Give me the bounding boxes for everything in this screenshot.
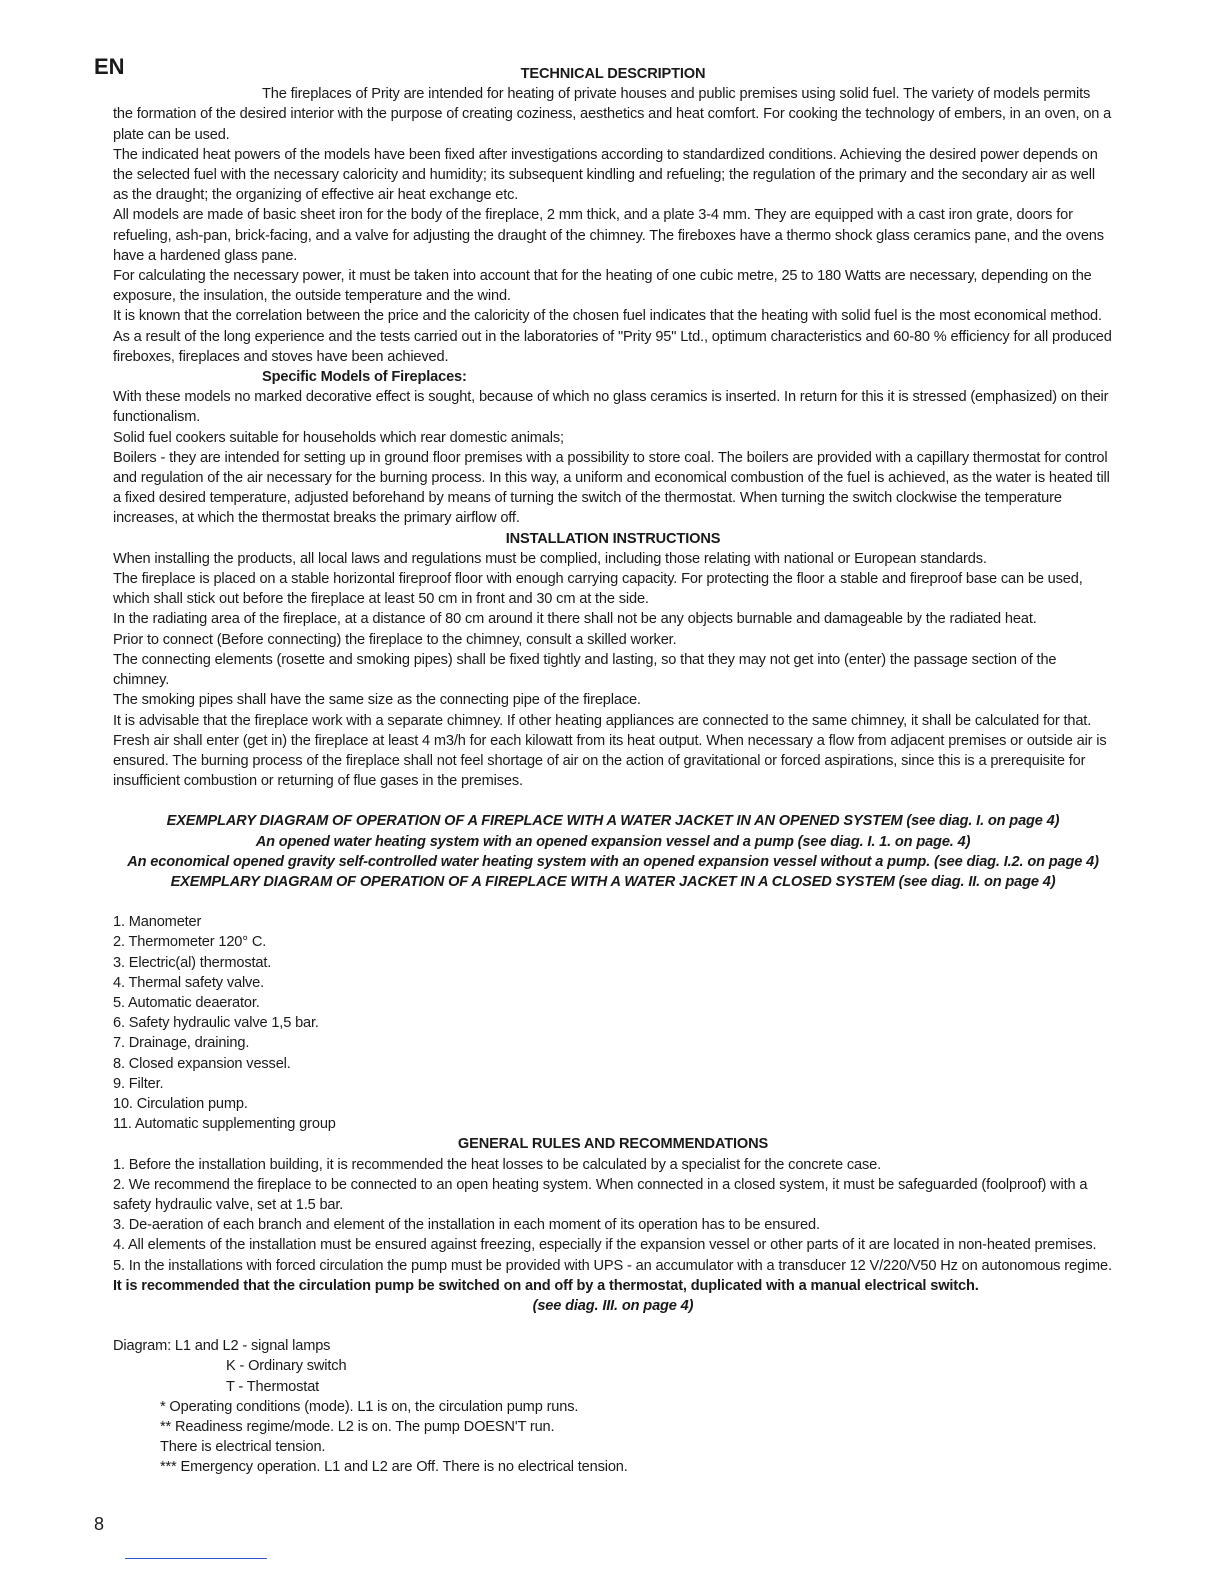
- list-item: 10. Circulation pump.: [113, 1095, 248, 1112]
- list-item: 8. Closed expansion vessel.: [113, 1055, 291, 1072]
- paragraph: The fireplaces of Prity are intended for heating of private houses and public premises using solid fuel. The variety of models permits the formation of the desired interior with the purpose of creating coziness, aesthetics and heat comfort. For cooking the technology of embers, in an oven, on a plate can be used.: [113, 86, 1112, 143]
- legend-line: *** Emergency operation. L1 and L2 are Off. There is no electrical tension.: [160, 1459, 628, 1476]
- list-item: 3. De-aeration of each branch and element of the installation in each moment of its operation has to be ensured.: [113, 1217, 820, 1234]
- list-item: 7. Drainage, draining.: [113, 1035, 250, 1052]
- paragraph: Boilers - they are intended for setting up in ground floor premises with a possibility to store coal. The boilers are provided with a capillary thermostat for control and regulation of the air necessary for the burning process. In this way, a uniform and economical combustion of the fuel is achieved, as the water is heated till a fixed desired temperature, adjusted beforehand by means of turning the switch of the thermostat. When turning the switch clockwise the temperature increases, at which the thermostat breaks the primary airflow off.: [113, 449, 1110, 527]
- paragraph: Solid fuel cookers suitable for households which rear domestic animals;: [113, 429, 564, 446]
- list-item: 3. Electric(al) thermostat.: [113, 954, 272, 971]
- paragraph: The smoking pipes shall have the same size as the connecting pipe of the fireplace.: [113, 692, 641, 709]
- rules-list: [113, 1155, 1113, 1317]
- language-label: EN: [94, 54, 125, 79]
- paragraph: In the radiating area of the fireplace, at a distance of 80 cm around it there shall not be any objects burnable and damageable by the radiated heat.: [113, 611, 1037, 628]
- footer-rule: [125, 1558, 267, 1559]
- legend-line: Diagram: L1 and L2 - signal lamps: [113, 1338, 331, 1355]
- legend-line: K - Ordinary switch: [226, 1358, 347, 1375]
- list-item: 1. Before the installation building, it is recommended the heat losses to be calculated by a specialist for the concrete case.: [113, 1156, 881, 1173]
- list-item: 9. Filter.: [113, 1075, 164, 1092]
- specific-models-subheading: Specific Models of Fireplaces:: [262, 369, 467, 386]
- list-item: 11. Automatic supplementing group: [113, 1116, 336, 1133]
- document-body: [113, 64, 1113, 1478]
- component-list: [113, 912, 1113, 1134]
- list-item: 2. We recommend the fireplace to be connected to an open heating system. When connected in a closed system, it must be safeguarded (foolproof) with a safety hydraulic valve, set at 1.5 bar.: [113, 1176, 1088, 1213]
- paragraph: When installing the products, all local laws and regulations must be complied, including those relating with national or European standards.: [113, 550, 987, 567]
- diagram-legend: [113, 1336, 1113, 1477]
- legend-line: * Operating conditions (mode). L1 is on, the circulation pump runs.: [160, 1398, 579, 1415]
- page-number: 8: [94, 1514, 105, 1534]
- paragraph: All models are made of basic sheet iron for the body of the fireplace, 2 mm thick, and a plate 3-4 mm. They are equipped with a cast iron grate, doors for refueling, ash-pan, brick-facing, and a valve for adjusting the draught of the chimney. The fireboxes have a thermo shock glass ceramics pane, and the ovens have a hardened glass pane.: [113, 207, 1104, 264]
- paragraph: The indicated heat powers of the models have been fixed after investigations according to standardized conditions. Achieving the desired power depends on the selected fuel with the necessary caloricity and humidity; its subsequent kindling and refueling; the regulation of the primary and the secondary air as well as the draught; the organizing of effective air heat exchange etc.: [113, 146, 1098, 204]
- diagram-reference: An opened water heating system with an opened expansion vessel and a pump (see diag. I. 1. on page. 4): [255, 833, 971, 850]
- paragraph: It is known that the correlation between the price and the caloricity of the chosen fuel indicates that the heating with solid fuel is the most economical method. As a result of the long experience and the tests carried out in the laboratories of "Prity 95" Ltd., optimum characteristics and 60-80 % efficiency for all produced fireboxes, fireplaces and stoves have been achieved.: [113, 308, 1112, 365]
- paragraph: Prior to connect (Before connecting) the fireplace to the chimney, consult a skilled worker.: [113, 631, 677, 648]
- diagram-reference: EXEMPLARY DIAGRAM OF OPERATION OF A FIREPLACE WITH A WATER JACKET IN AN OPENED SYSTEM (see diag. I. on page 4): [166, 813, 1060, 830]
- list-item: 1. Manometer: [113, 914, 202, 931]
- general-rules-heading: GENERAL RULES AND RECOMMENDATIONS: [457, 1136, 769, 1153]
- paragraph: With these models no marked decorative effect is sought, because of which no glass ceramics is inserted. In return for this it is stressed (emphasized) on their functionalism.: [113, 389, 1109, 426]
- diagram-reference: An economical opened gravity self-controlled water heating system with an opened expansion vessel without a pump. (see diag. I.2. on page 4): [127, 853, 1099, 870]
- diagram-reference: EXEMPLARY DIAGRAM OF OPERATION OF A FIREPLACE WITH A WATER JACKET IN A CLOSED SYSTEM (see diag. II. on page 4): [170, 873, 1056, 890]
- installation-instructions-heading: INSTALLATION INSTRUCTIONS: [505, 530, 721, 547]
- diagram-reference: (see diag. III. on page 4): [532, 1297, 694, 1314]
- list-item: 5. In the installations with forced circulation the pump must be provided with UPS - an accumulator with a transducer 12 V/220/V50 Hz on autonomous regime.: [113, 1257, 1112, 1274]
- legend-line: T - Thermostat: [226, 1378, 320, 1395]
- list-item: 6. Safety hydraulic valve 1,5 bar.: [113, 1015, 319, 1032]
- legend-line: ** Readiness regime/mode. L2 is on. The pump DOESN'T run.: [160, 1419, 555, 1435]
- diagram-references: [113, 811, 1113, 892]
- list-item: 4. Thermal safety valve.: [113, 974, 265, 991]
- paragraph: The fireplace is placed on a stable horizontal fireproof floor with enough carrying capacity. For protecting the floor a stable and fireproof base can be used, which shall stick out before the fireplace at least 50 cm in front and 30 cm at the side.: [113, 571, 1083, 608]
- list-item: 4. All elements of the installation must be ensured against freezing, especially if the expansion vessel or other parts of it are located in non-heated premises.: [113, 1237, 1097, 1254]
- paragraph: It is advisable that the fireplace work with a separate chimney. If other heating appliances are connected to the same chimney, it shall be calculated for that.: [113, 712, 1092, 729]
- paragraph: The connecting elements (rosette and smoking pipes) shall be fixed tightly and lasting, so that they may not get into (enter) the passage section of the chimney.: [113, 651, 1057, 689]
- list-item: 5. Automatic deaerator.: [113, 994, 260, 1011]
- pump-recommendation: It is recommended that the circulation pump be switched on and off by a thermostat, duplicated with a manual electrical switch.: [113, 1277, 979, 1294]
- paragraph: For calculating the necessary power, it must be taken into account that for the heating of one cubic metre, 25 to 180 Watts are necessary, depending on the exposure, the insulation, the outside temperature and the wind.: [113, 268, 1092, 305]
- list-item: 2. Thermometer 120° C.: [113, 934, 267, 951]
- technical-description-heading: TECHNICAL DESCRIPTION: [520, 66, 706, 82]
- legend-line: There is electrical tension.: [160, 1439, 326, 1456]
- paragraph: Fresh air shall enter (get in) the fireplace at least 4 m3/h for each kilowatt from its heat output. When necessary a flow from adjacent premises or outside air is ensured. The burning process of the fireplace shall not feel shortage of air on the action of gravitational or forced aspirations, since this is a prerequisite for insufficient combustion or returning of flue gases in the premises.: [113, 732, 1107, 790]
